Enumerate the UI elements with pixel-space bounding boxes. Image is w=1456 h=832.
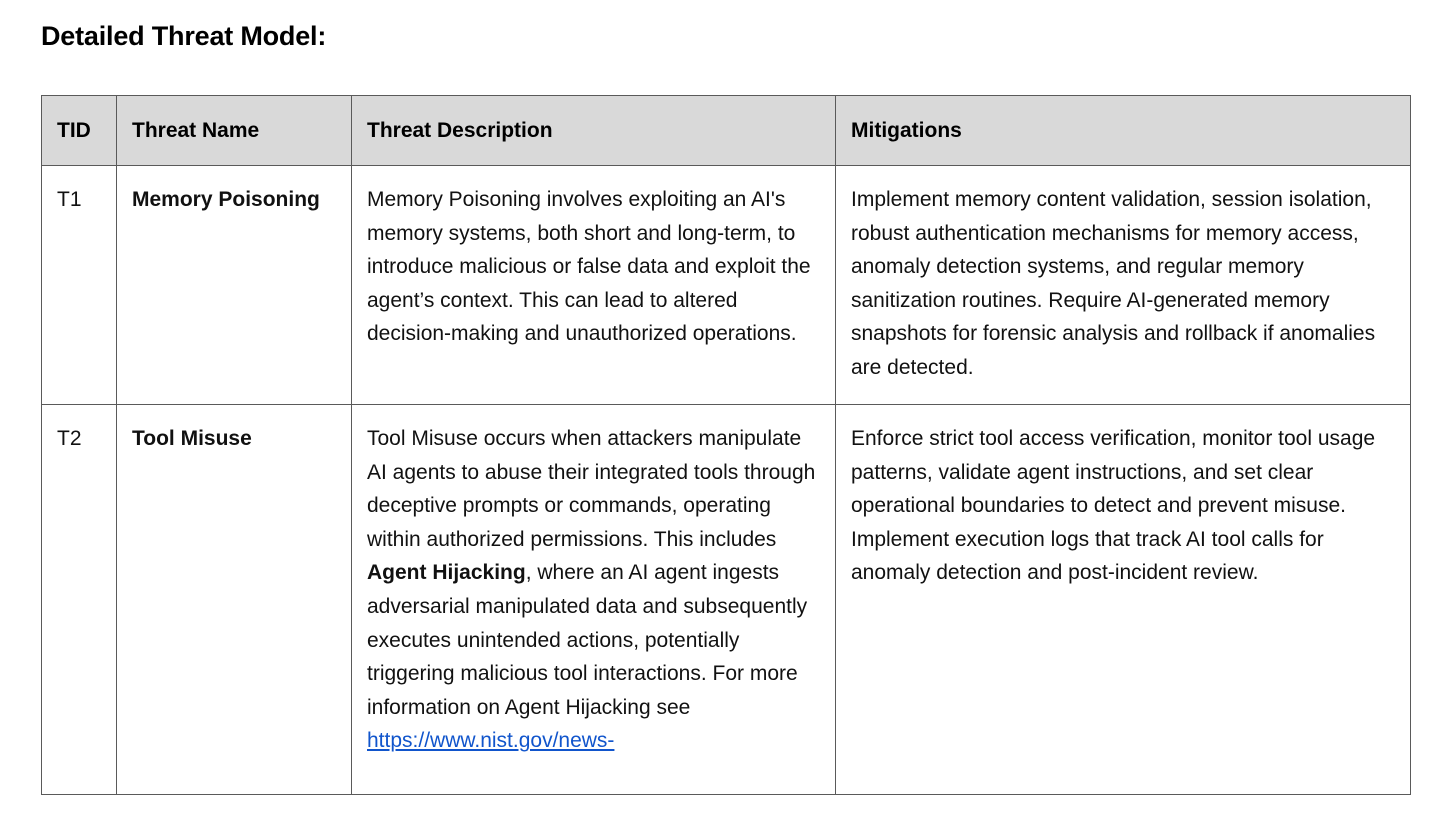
mitigations-cell: Implement memory content validation, session isolation, robust authentication mechanisms for memory access, anomaly detection systems, and regular memory sanitization routines. Require AI-generated memory snapshots for forensic analysis and rollback if anomalies are detected.: [836, 166, 1411, 405]
tid-cell: T2: [42, 405, 117, 795]
description-text: Tool Misuse occurs when attackers manipulate AI agents to abuse their integrated tools through deceptive prompts or commands, operating within authorized permissions. This includes: [367, 427, 816, 551]
tid-cell: T1: [42, 166, 117, 405]
column-header-mitigations: Mitigations: [836, 96, 1411, 166]
threat-name-cell: Memory Poisoning: [117, 166, 352, 405]
description-text-continued: , where an AI agent ingests adversarial manipulated data and subsequently executes unintended actions, potentially triggering malicious tool interactions. For more information on Agent Hijacking see: [367, 561, 808, 719]
page-title: Detailed Threat Model:: [41, 21, 327, 51]
table-row: [42, 405, 1411, 795]
column-header-threat-description: Threat Description: [352, 96, 836, 166]
column-header-tid: TID: [42, 96, 117, 166]
mitigations-cell: Enforce strict tool access verification, monitor tool usage patterns, validate agent instructions, and set clear operational boundaries to detect and prevent misuse. Implement execution logs that track AI tool calls for anomaly detection and post-incident review.: [836, 405, 1411, 795]
threat-name-cell: Tool Misuse: [117, 405, 352, 795]
table-header-row: [42, 96, 1411, 166]
threat-description-cell: [352, 405, 836, 795]
nist-reference-link[interactable]: https://www.nist.gov/news-: [367, 729, 615, 753]
column-header-threat-name: Threat Name: [117, 96, 352, 166]
threat-description-cell: Memory Poisoning involves exploiting an AI's memory systems, both short and long-term, to introduce malicious or false data and exploit the agent’s context. This can lead to altered decision-making and unauthorized operations.: [352, 166, 836, 405]
agent-hijacking-term: Agent Hijacking: [367, 561, 526, 585]
threat-model-table: [41, 95, 1411, 795]
table-row: [42, 166, 1411, 405]
